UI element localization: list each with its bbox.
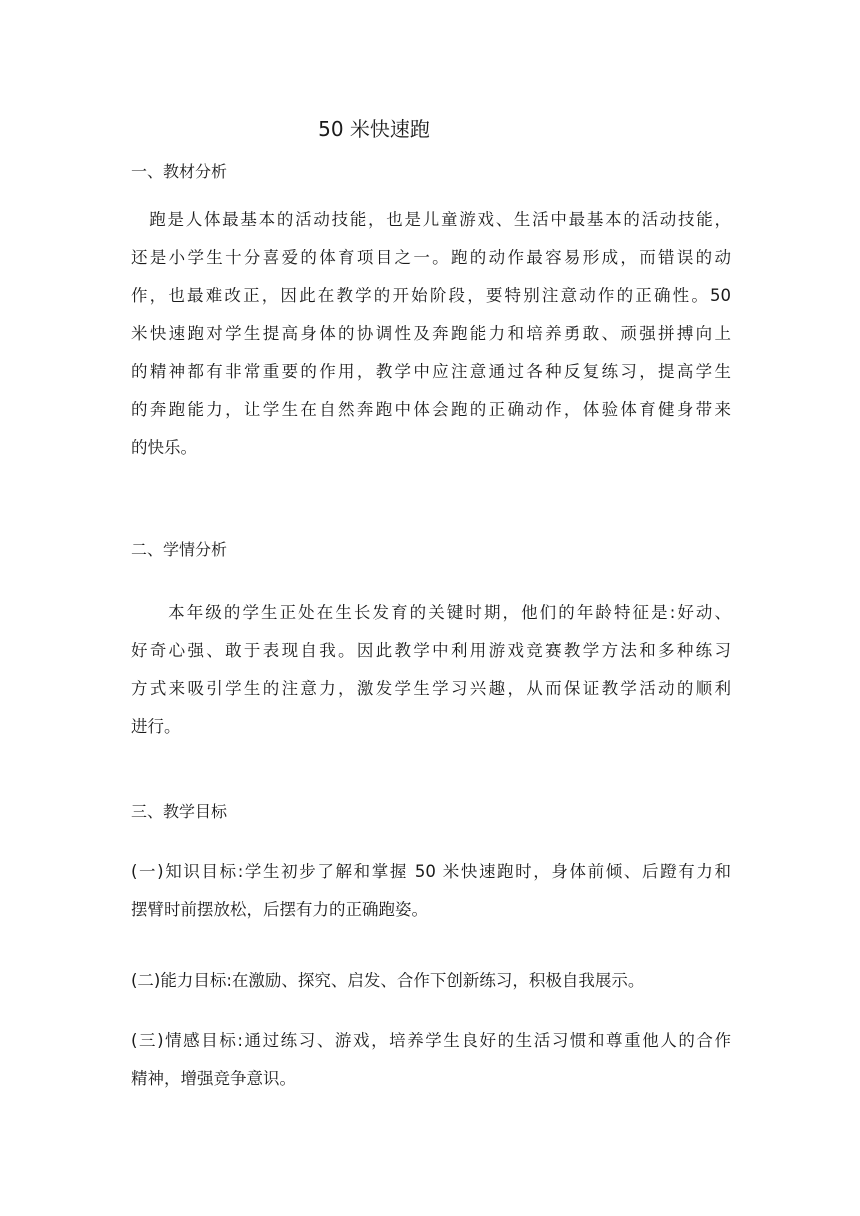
paragraph-line: 还是小学生十分喜爱的体育项目之一。跑的动作最容易形成，而错误的动	[131, 248, 731, 267]
paragraph-line: 好奇心强、敢于表现自我。因此教学中利用游戏竞赛教学方法和多种练习	[131, 641, 731, 660]
paragraph-line: (一)知识目标:学生初步了解和掌握 50 米快速跑时，身体前倾、后蹬有力和	[131, 862, 731, 881]
paragraph-material-analysis	[131, 201, 731, 467]
document-title: 50 米快速跑	[318, 117, 430, 141]
paragraph-line: 跑是人体最基本的活动技能，也是儿童游戏、生活中最基本的活动技能，	[131, 210, 731, 229]
paragraph-line: (三)情感目标:通过练习、游戏，培养学生良好的生活习惯和尊重他人的合作	[131, 1031, 731, 1050]
paragraph-line: 摆臂时前摆放松，后摆有力的正确跑姿。	[131, 900, 428, 919]
paragraph-line: 方式来吸引学生的注意力，激发学生学习兴趣，从而保证教学活动的顺利	[131, 679, 731, 698]
paragraph-line: 本年级的学生正处在生长发育的关键时期，他们的年龄特征是:好动、	[131, 603, 731, 622]
paragraph-line: 进行。	[131, 717, 181, 736]
paragraph-line: 作，也最难改正，因此在教学的开始阶段，要特别注意动作的正确性。50	[131, 286, 731, 305]
section-heading-student-analysis: 二、学情分析	[131, 540, 228, 559]
paragraph-line: 的奔跑能力，让学生在自然奔跑中体会跑的正确动作，体验体育健身带来	[131, 400, 731, 419]
goal-ability	[131, 962, 731, 1000]
section-heading-teaching-goals: 三、教学目标	[131, 802, 228, 821]
paragraph-line: (二)能力目标:在激励、探究、启发、合作下创新练习，积极自我展示。	[131, 971, 645, 990]
goal-emotion	[131, 1022, 731, 1098]
goal-knowledge	[131, 853, 731, 929]
section-heading-material-analysis: 一、教材分析	[131, 162, 228, 181]
paragraph-line: 的精神都有非常重要的作用，教学中应注意通过各种反复练习，提高学生	[131, 362, 731, 381]
paragraph-line: 精神，增强竞争意识。	[131, 1069, 296, 1088]
paragraph-student-analysis	[131, 594, 731, 746]
paragraph-line: 米快速跑对学生提高身体的协调性及奔跑能力和培养勇敢、顽强拼搏向上	[131, 324, 731, 343]
paragraph-line: 的快乐。	[131, 438, 197, 457]
